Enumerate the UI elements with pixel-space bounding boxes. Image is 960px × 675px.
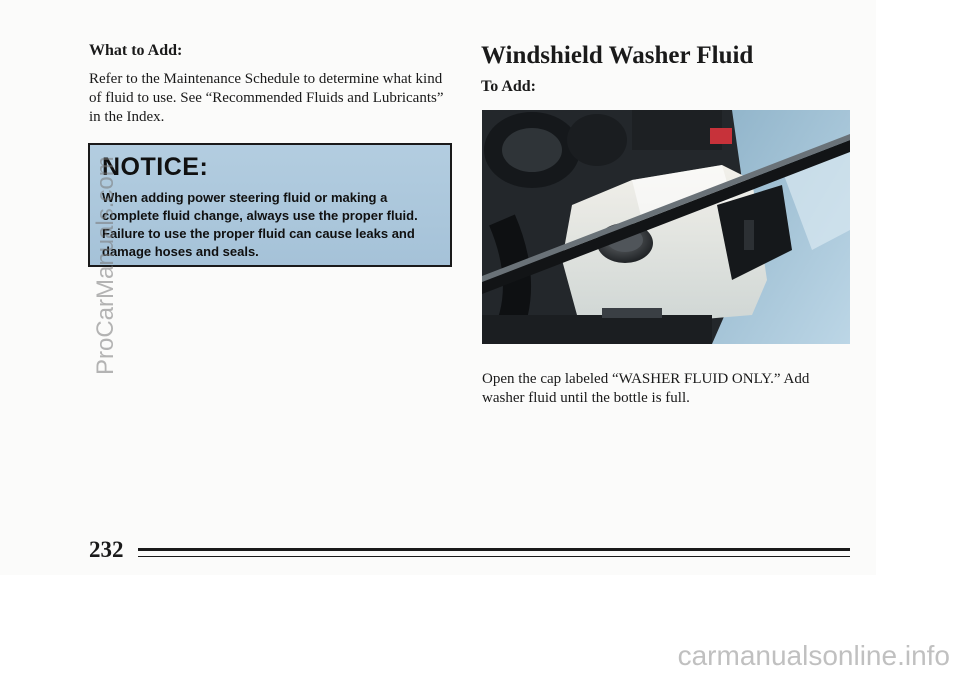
side-watermark: ProCarManuals.com [92,156,119,375]
footer-rule-thin [138,556,850,557]
what-to-add-heading: What to Add: [89,42,183,59]
bottom-watermark: carmanualsonline.info [677,640,950,671]
notice-text: When adding power steering fluid or making a complete fluid change, always use the proper fluid. Failure to use the proper fluid can cause leaks and damage hoses and seals. [102,190,418,259]
to-add-heading: To Add: [481,78,536,95]
notice-title: NOTICE: [102,153,209,181]
page-number: 232 [89,537,124,562]
what-to-add-text: Refer to the Maintenance Schedule to determine what kind of fluid to use. See “Recommended Fluids and Lubricants” in the Index. [89,71,444,125]
open-cap-text: Open the cap labeled “WASHER FLUID ONLY.” Add washer fluid until the bottle is full. [482,371,810,406]
washer-reservoir-photo [482,110,850,344]
notice-box [88,143,452,267]
footer-rule [138,548,850,551]
section-title: Windshield Washer Fluid [481,42,754,69]
